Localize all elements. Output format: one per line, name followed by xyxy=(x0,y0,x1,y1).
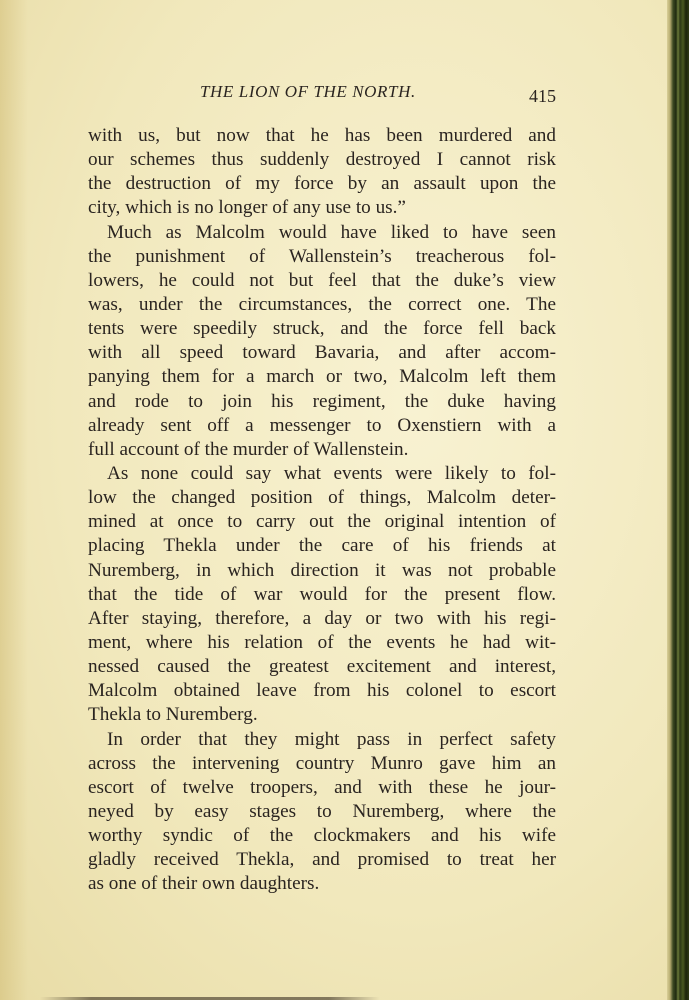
text-line: low the changed position of things, Malcolm deter- xyxy=(88,487,556,509)
text-line: lowers, he could not but feel that the duke’s view xyxy=(88,269,556,291)
text-line: As none could say what events were likely to fol- xyxy=(107,462,556,484)
text-line: worthy syndic of the clockmakers and his wife xyxy=(88,825,556,847)
page-header xyxy=(88,82,558,108)
text-line: mined at once to carry out the original intention of xyxy=(88,511,556,533)
text-line: the punishment of Wallenstein’s treacherous fol- xyxy=(88,245,556,267)
text-line: gladly received Thekla, and promised to treat her xyxy=(88,849,556,871)
text-line: After staying, therefore, a day or two with his regi- xyxy=(88,607,556,629)
text-line: and rode to join his regiment, the duke having xyxy=(88,390,556,412)
text-line: nessed caused the greatest excitement and interest, xyxy=(88,656,556,678)
body-text xyxy=(88,124,556,897)
text-line: that the tide of war would for the present flow. xyxy=(88,583,556,605)
running-title: THE LION OF THE NORTH. xyxy=(200,82,416,101)
text-line: panying them for a march or two, Malcolm left them xyxy=(88,366,556,388)
text-line: ment, where his relation of the events he had wit- xyxy=(88,631,556,653)
text-line: city, which is no longer of any use to us.” xyxy=(88,197,406,219)
text-line: was, under the circumstances, the correct one. The xyxy=(88,293,556,315)
text-line: our schemes thus suddenly destroyed I cannot risk xyxy=(88,149,556,171)
text-line: full account of the murder of Wallenstein. xyxy=(88,438,409,460)
text-line: In order that they might pass in perfect safety xyxy=(107,728,556,750)
text-line: the destruction of my force by an assault upon the xyxy=(88,173,556,195)
text-line: escort of twelve troopers, and with these he jour- xyxy=(88,776,556,798)
text-line: placing Thekla under the care of his friends at xyxy=(88,535,556,557)
page-number: 415 xyxy=(529,86,556,106)
text-line: already sent off a messenger to Oxenstiern with a xyxy=(88,414,556,436)
text-line: Thekla to Nuremberg. xyxy=(88,704,258,726)
text-line: with all speed toward Bavaria, and after accom- xyxy=(88,342,556,364)
text-line: Much as Malcolm would have liked to have seen xyxy=(107,221,556,243)
text-line: across the intervening country Munro gave him an xyxy=(88,752,556,774)
text-line: tents were speedily struck, and the force fell back xyxy=(88,318,556,340)
text-line: as one of their own daughters. xyxy=(88,873,320,895)
book-spine-edge xyxy=(667,0,689,1000)
text-line: Nuremberg, in which direction it was not probable xyxy=(88,559,556,581)
text-line: neyed by easy stages to Nuremberg, where the xyxy=(88,800,556,822)
text-line: Malcolm obtained leave from his colonel to escort xyxy=(88,680,556,702)
text-line: with us, but now that he has been murdered and xyxy=(88,125,556,146)
